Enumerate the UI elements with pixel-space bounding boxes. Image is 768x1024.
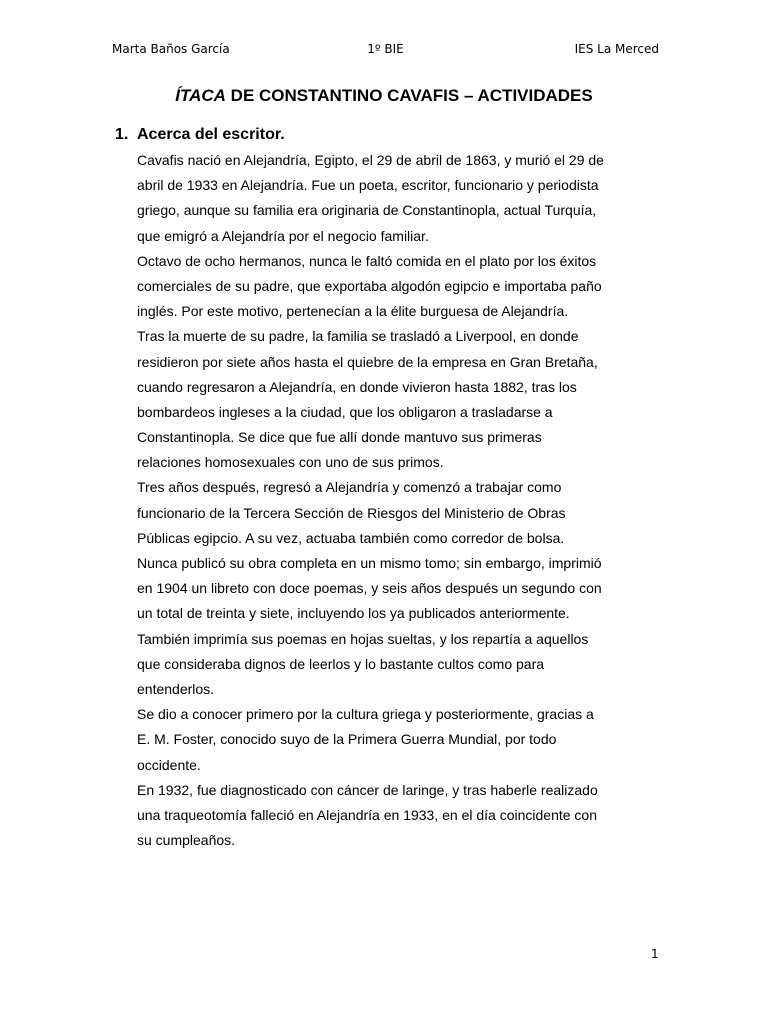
body-line: bombardeos ingleses a la ciudad, que los obligaron a trasladarse a: [137, 403, 553, 420]
body-line: cuando regresaron a Alejandría, en donde vivieron hasta 1882, tras los: [137, 378, 577, 395]
body-line: entenderlos.: [137, 680, 215, 697]
body-line: que consideraba dignos de leerlos y lo bastante cultos como para: [137, 655, 545, 672]
body-line: un total de treinta y siete, incluyendo los ya publicados anteriormente.: [137, 605, 570, 622]
body-line: occidente.: [137, 756, 201, 773]
body-line: comerciales de su padre, que exportaba algodón egipcio e importaba paño: [137, 277, 602, 294]
body-line: Tres años después, regresó a Alejandría y comenzó a trabajar como: [137, 479, 562, 496]
body-line: Nunca publicó su obra completa en un mismo tomo; sin embargo, imprimió: [137, 555, 602, 571]
body-line: residieron por siete años hasta el quiebre de la empresa en Gran Bretaña,: [137, 353, 598, 370]
section-heading: [115, 124, 285, 146]
header-author: Marta Baños García: [112, 42, 230, 56]
body-line: inglés. Por este motivo, pertenecían a la élite burguesa de Alejandría.: [137, 303, 569, 320]
body-line: Constantinopla. Se dice que fue allí donde mantuvo sus primeras: [137, 429, 542, 446]
header-course: 1º BIE: [367, 42, 404, 56]
body-line: Tras la muerte de su padre, la familia se trasladó a Liverpool, en donde: [137, 328, 579, 345]
body-line: en 1904 un libreto con doce poemas, y seis años después un segundo con: [137, 580, 602, 597]
page-header: [112, 42, 659, 62]
body-line: una traqueotomía falleció en Alejandría en 1933, en el día coincidente con: [137, 806, 597, 823]
title-italic-part: ÍTACA: [175, 86, 226, 105]
body-line: abril de 1933 en Alejandría. Fue un poeta, escritor, funcionario y periodista: [137, 177, 599, 194]
body-line: funcionario de la Tercera Sección de Riesgos del Ministerio de Obras: [137, 504, 566, 521]
document-title: [0, 85, 768, 107]
section-body: [137, 148, 677, 853]
page-number: 1: [651, 947, 659, 961]
body-line: relaciones homosexuales con uno de sus primos.: [137, 454, 444, 471]
body-line: su cumpleaños.: [137, 832, 236, 849]
body-line: griego, aunque su familia era originaria de Constantinopla, actual Turquía,: [137, 202, 597, 219]
body-line: En 1932, fue diagnosticado con cáncer de laringe, y tras haberle realizado: [137, 781, 598, 798]
section-heading-text: Acerca del escritor.: [137, 126, 285, 143]
header-school: IES La Merced: [574, 42, 659, 56]
section-number: 1.: [115, 126, 129, 143]
body-line: Octavo de ocho hermanos, nunca le faltó comida en el plato por los éxitos: [137, 252, 597, 269]
title-rest: DE CONSTANTINO CAVAFIS – ACTIVIDADES: [225, 86, 593, 105]
body-line: E. M. Foster, conocido suyo de la Primera Guerra Mundial, por todo: [137, 731, 557, 748]
body-line: Cavafis nació en Alejandría, Egipto, el 29 de abril de 1863, y murió el 29 de: [137, 152, 604, 168]
body-line: Públicas egipcio. A su vez, actuaba también como corredor de bolsa.: [137, 529, 565, 546]
body-line: También imprimía sus poemas en hojas sueltas, y los repartía a aquellos: [137, 630, 589, 647]
body-line: que emigró a Alejandría por el negocio familiar.: [137, 227, 429, 244]
body-line: Se dio a conocer primero por la cultura griega y posteriormente, gracias a: [137, 706, 594, 723]
